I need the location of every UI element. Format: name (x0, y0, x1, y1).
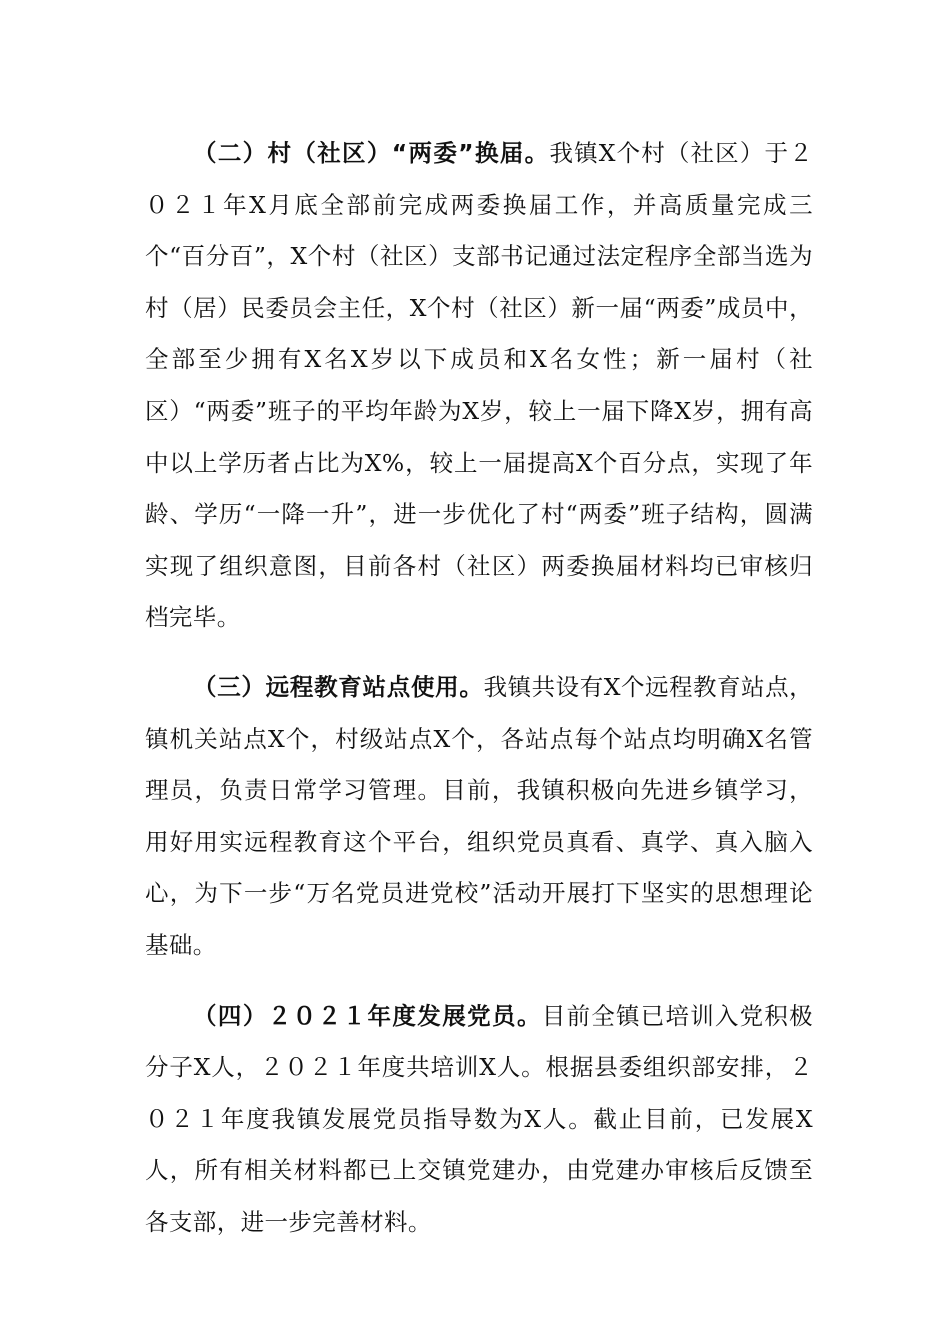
document-body (145, 128, 813, 1267)
section-remote-education-sites (145, 662, 813, 972)
section-heading: （二）村（社区）“两委”换届。 (193, 139, 550, 167)
section-party-member-development (145, 991, 813, 1249)
section-body: 我镇X个村（社区）于２０２１年X月底全部前完成两委换届工作，并高质量完成三个“百分百”，X个村（社区）支部书记通过法定程序全部当选为村（居）民委员会主任，X个村（社区）新一届“两委”成员中，全部至少拥有X名X岁以下成员和X名女性；新一届村（社区）“两委”班子的平均年龄为X岁，较上一届下降X岁，拥有高中以上学历者占比为X%，较上一届提高X个百分点，实现了年龄、学历“一降一升”，进一步优化了村“两委”班子结构，圆满实现了组织意图，目前各村（社区）两委换届材料均已审核归档完毕。 (145, 139, 814, 632)
section-heading: （三）远程教育站点使用。 (193, 672, 484, 701)
section-village-committee-election (145, 128, 813, 644)
section-body: 我镇共设有X个远程教育站点，镇机关站点X个，村级站点X个，各站点每个站点均明确X名管理员，负责日常学习管理。目前，我镇积极向先进乡镇学习，用好用实远程教育这个平台，组织党员真看、真学、真入脑入心，为下一步“万名党员进党校”活动开展打下坚实的思想理论基础。 (145, 672, 813, 959)
section-heading: （四）２０２１年度发展党员。 (193, 1001, 542, 1030)
section-body: 目前全镇已培训入党积极分子X人，２０２１年度共培训X人。根据县委组织部安排，２０２１年度我镇发展党员指导数为X人。截止目前，已发展X人，所有相关材料都已上交镇党建办，由党建办审核后反馈至各支部，进一步完善材料。 (145, 1001, 813, 1236)
